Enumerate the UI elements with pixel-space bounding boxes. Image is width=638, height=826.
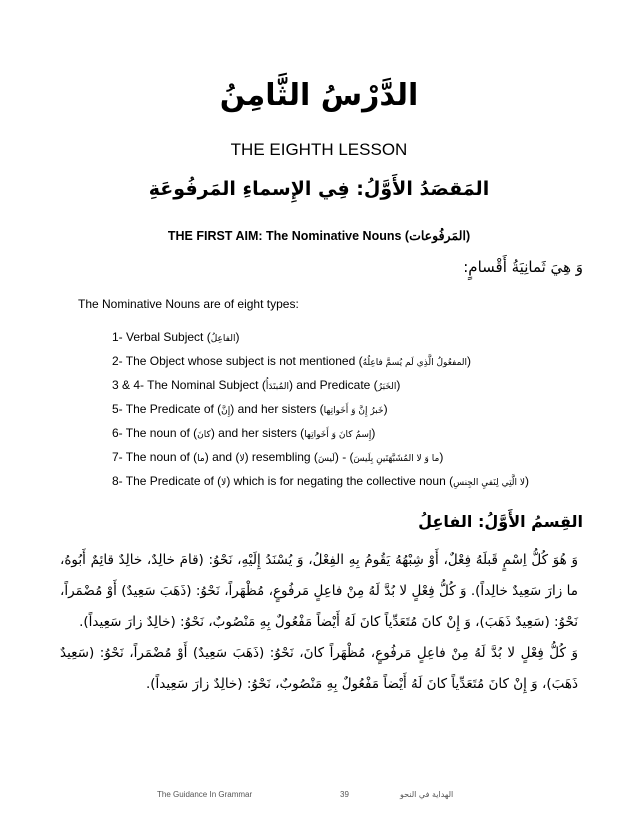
intro-text: The Nominative Nouns are of eight types: (78, 297, 299, 311)
footer-arabic-book-title: الهداية في النحو (400, 790, 454, 799)
type-item: 5- The Predicate of (إِنَّ) and her sisters (خَبرُ إِنَّ وَ أَخَواتِها) (112, 402, 388, 416)
footer-book-title: The Guidance In Grammar (157, 790, 253, 799)
arabic-eight-types: وَ هِيَ ثَمانِيَةُ أَقْسامٍ: (463, 258, 583, 276)
arabic-lesson-title: الدَّرْسُ الثَّامِنُ (219, 78, 419, 113)
arabic-aim-heading: المَقصَدُ الأَوَّلُ: فِي الإِسماءِ المَرفُوعَةِ (148, 178, 490, 200)
paragraph: وَ هُوَ كُلُّ اِسْمٍ قَبلَهُ فِعْلٌ، أَوْ شِبْهُهُ يَقُومُ بِهِ الفِعْلُ، وَ يُسْنَدُ إِلَيْهِ، نَحْوُ: (قامَ خالِدٌ، خالِدٌ قائِمٌ أَبُوهُ، ما زارَ سَعِيدٌ خالِداً). وَ كُلُّ فِعْلٍ لا بُدَّ لَهُ مِنْ فاعِلٍ مَرفُوعٍ، مُظْهَراً، نَحْوُ: (ذَهَبَ سَعِيدٌ) أَوْ مُضْمَراً، نَحْوُ: (سَعِيدٌ ذَهَبَ)، وَ إِنْ كانَ مُتَعَدِّياً كانَ لَهُ أَيْضاً مَفْعُولٌ بِهِ مَنْصُوبٌ، نَحْوُ: (خالِدٌ زارَ سَعِيداً). (60, 552, 578, 630)
type-item: 1- Verbal Subject (الفاعِلُ) (112, 330, 240, 344)
types-list (112, 325, 592, 493)
type-item: 8- The Predicate of (لا) which is for negating the collective noun (لا الَّتِي لِنَفيِ الجِنسِ) (112, 474, 530, 488)
page-footer (0, 790, 638, 804)
section-body (60, 545, 578, 700)
type-item: 6- The noun of (كانَ) and her sisters (إِسمُ كانَ وَ أَخَواتِها) (112, 426, 376, 440)
english-aim-heading: THE FIRST AIM: The Nominative Nouns (المَرفُوعات) (167, 229, 471, 243)
footer-page-number: 39 (340, 790, 349, 799)
type-item: 2- The Object whose subject is not mentioned (المفعُولُ الَّذِي لَم يُسمَّ فاعِلُهُ) (112, 354, 472, 368)
type-item: 3 & 4- The Nominal Subject (المُبتَدَأُ) and Predicate (الخَبَرُ) (112, 378, 401, 392)
english-lesson-title: THE EIGHTH LESSON (230, 140, 408, 159)
paragraph: وَ كُلُّ فِعْلٍ لا بُدَّ لَهُ مِنْ فاعِلٍ مَرفُوعٍ، مُظْهَراً كانَ، نَحْوُ: (ذَهَبَ سَعِيدٌ) أَوْ مُضْمَراً، نَحْوُ: (سَعِيدٌ ذَهَبَ)، وَ إِنْ كانَ مُتَعَدِّياً كانَ لَهُ أَيْضاً مَفْعُولٌ بِهِ مَنْصُوبٌ، نَحْوُ: (خالِدٌ زارَ سَعِيداً). (60, 645, 578, 692)
section-heading: القِسمُ الأَوَّلُ: الفاعِلُ (418, 512, 583, 531)
type-item: 7- The noun of (ما) and (لا) resembling (لَيسَ) - (ما وَ لا المُشَبَّهَتَينِ بِلَيسَ) (112, 450, 444, 464)
